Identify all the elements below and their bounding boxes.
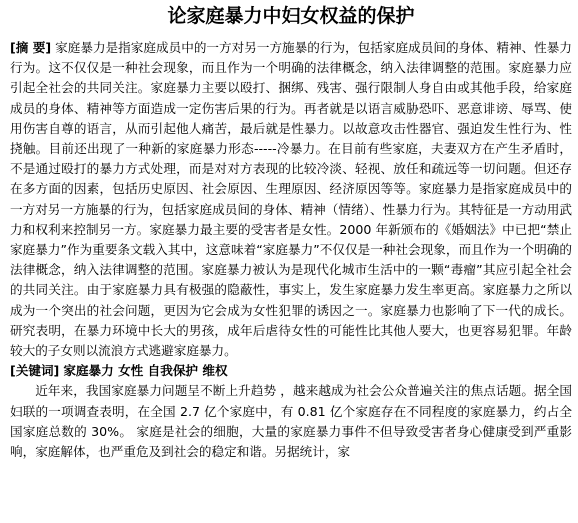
keywords	[10, 361, 572, 381]
intro-paragraph: 近年来，我国家庭暴力问题呈不断上升趋势 ，越来越成为社会公众普遍关注的焦点话题。据全国妇联的一项调查表明，在全国 2.7 亿个家庭中，有 0.81 亿个家庭存在不同程度的家庭暴力，约占全国家庭总数的 30%。 家庭是社会的细胞，大量的家庭暴力事件不但导致受害者身心健康受到严重影响，家庭解体，也严重危及到社会的稳定和谐。另据统计，家	[10, 383, 572, 460]
abstract-label: [摘 要]	[10, 40, 52, 55]
keywords-label: [关键词]	[10, 363, 60, 379]
abstract	[10, 38, 572, 361]
abstract-text: 家庭暴力是指家庭成员中的一方对另一方施暴的行为，包括家庭成员间的身体、精神、性暴力行为。这不仅仅是一种社会现象，而且作为一个明确的法律概念，纳入法律调整的范围。家庭暴力应引起全社会的共同关注。家庭暴力主要以殴打、捆绑、残害、强行限制人身自由或其他手段，给家庭成员的身体、精神等方面造成一定伤害后果的行为。再者就是以语言威胁恐吓、恶意诽谤、辱骂、使用伤害自尊的语言，从而引起他人痛苦，最后就是性暴力。以故意攻击性器官、强迫发生性行为、性挠触。目前还出现了一种新的家庭暴力形态-----冷暴力。在目前有些家庭，夫妻双方在产生矛盾时，不是通过殴打的暴力方式处理，而是对对方表现的比较冷淡、轻视、放任和疏远等一切问题。但还存在多方面的因素，包括历史原因、社会原因、生理原因、经济原因等等。家庭暴力是指家庭成员中的一方对另一方施暴的行为，包括家庭成员间的身体、精神（情绪）、性暴力行为。其特征是一方动用武力和权利来控制另一方。家庭暴力最主要的受害者是女性。2000 年新颁布的《婚姻法》中已把“禁止家庭暴力”作为重要条文载入其中，这意味着“家庭暴力”不仅仅是一种社会现象，而且作为一个明确的法律概念，纳入法律调整的范围。家庭暴力被认为是现代化城市生活中的一颗“毒瘤”其应引起全社会的共同关注。由于家庭暴力具有极强的隐蔽性，事实上，发生家庭暴力发生率更高。家庭暴力之所以成为一个突出的社会问题，更因为它会成为女性犯罪的诱因之一。家庭暴力也影响了下一代的成长。研究表明，在暴力环境中长大的男孩，成年后虐待女性的可能性比其他人要大，也更容易犯罪。年龄较大的子女则以流浪方式逃避家庭暴力。	[10, 40, 572, 359]
keywords-text: 家庭暴力 女性 自我保护 维权	[63, 363, 228, 379]
article-title: 论家庭暴力中妇女权益的保护	[167, 5, 415, 27]
